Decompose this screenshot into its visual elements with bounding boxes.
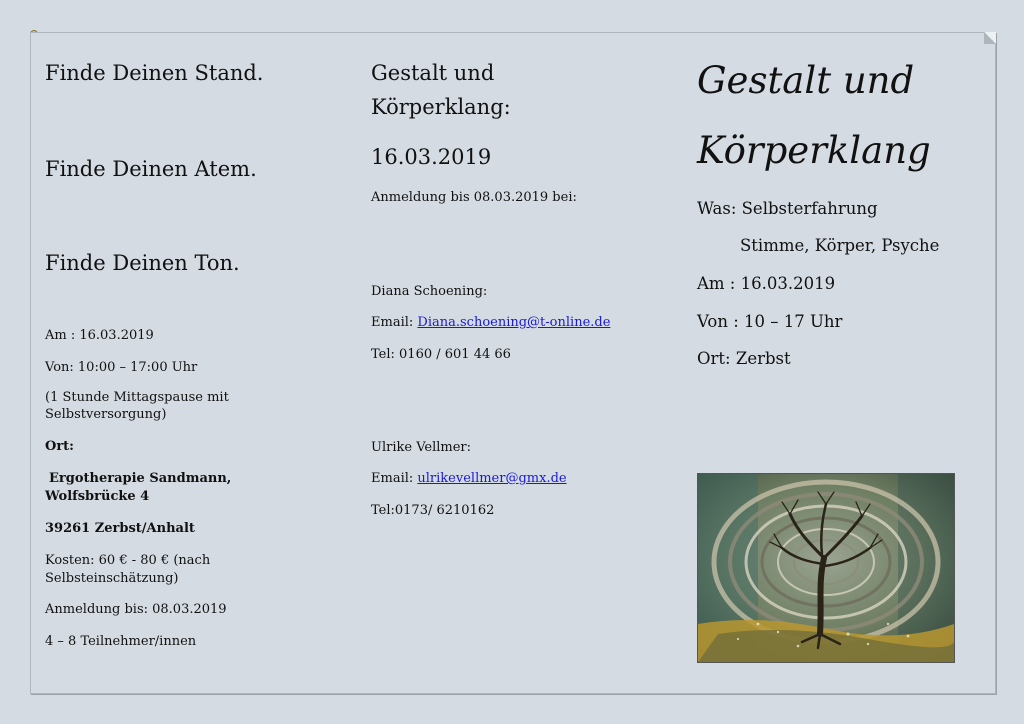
registration-deadline: Anmeldung bis: 08.03.2019 [45, 602, 227, 617]
tree-painting-svg [698, 474, 954, 662]
contact2-tel: Tel:0173/ 6210162 [371, 503, 495, 518]
tagline-atem: Finde Deinen Atem. [45, 157, 257, 181]
contact1-tel: Tel: 0160 / 601 44 66 [371, 347, 511, 362]
cover-title-line1: Gestalt und [697, 59, 915, 102]
page-corner-fold [984, 32, 996, 44]
middle-date: 16.03.2019 [371, 145, 492, 169]
contact2-email-link[interactable]: ulrikevellmer@gmx.de [417, 471, 567, 486]
contact2-name: Ulrike Vellmer: [371, 440, 472, 455]
cover-place: Ort: Zerbst [697, 349, 791, 368]
contact1-name: Diana Schoening: [371, 284, 488, 299]
contact1-email-label: Email: [371, 315, 418, 330]
contact1-email-link[interactable]: Diana.schoening@t-online.de [417, 315, 611, 330]
cost-line1: Kosten: 60 € - 80 € (nach [45, 553, 211, 568]
location-city: 39261 Zerbst/Anhalt [45, 521, 195, 536]
location-name: Ergotherapie Sandmann, [49, 471, 232, 486]
lunch-note-line1: (1 Stunde Mittagspause mit [45, 390, 229, 405]
cover-what: Was: Selbsterfahrung [697, 199, 878, 218]
contact2-email-label: Email: [371, 471, 418, 486]
tagline-ton: Finde Deinen Ton. [45, 251, 240, 275]
cost-line2: Selbsteinschätzung) [45, 571, 179, 586]
cover-title-line2: Körperklang [697, 129, 931, 172]
cover-what-detail: Stimme, Körper, Psyche [740, 236, 940, 255]
tree-painting-image [697, 473, 955, 663]
event-date: Am : 16.03.2019 [45, 328, 154, 343]
cover-time: Von : 10 – 17 Uhr [697, 312, 843, 331]
tagline-stand: Finde Deinen Stand. [45, 61, 264, 85]
location-label: Ort: [45, 439, 74, 454]
registration-note: Anmeldung bis 08.03.2019 bei: [371, 190, 577, 205]
flyer-page [30, 32, 996, 694]
cover-date: Am : 16.03.2019 [697, 274, 836, 293]
contact2-email-row [371, 470, 567, 487]
event-time: Von: 10:00 – 17:00 Uhr [45, 360, 198, 375]
middle-title-line2: Körperklang: [371, 95, 511, 119]
contact1-email-row [371, 314, 610, 331]
middle-title-line1: Gestalt und [371, 61, 495, 85]
location-street: Wolfsbrücke 4 [45, 489, 150, 504]
lunch-note-line2: Selbstversorgung) [45, 407, 167, 422]
participants: 4 – 8 Teilnehmer/innen [45, 634, 197, 649]
